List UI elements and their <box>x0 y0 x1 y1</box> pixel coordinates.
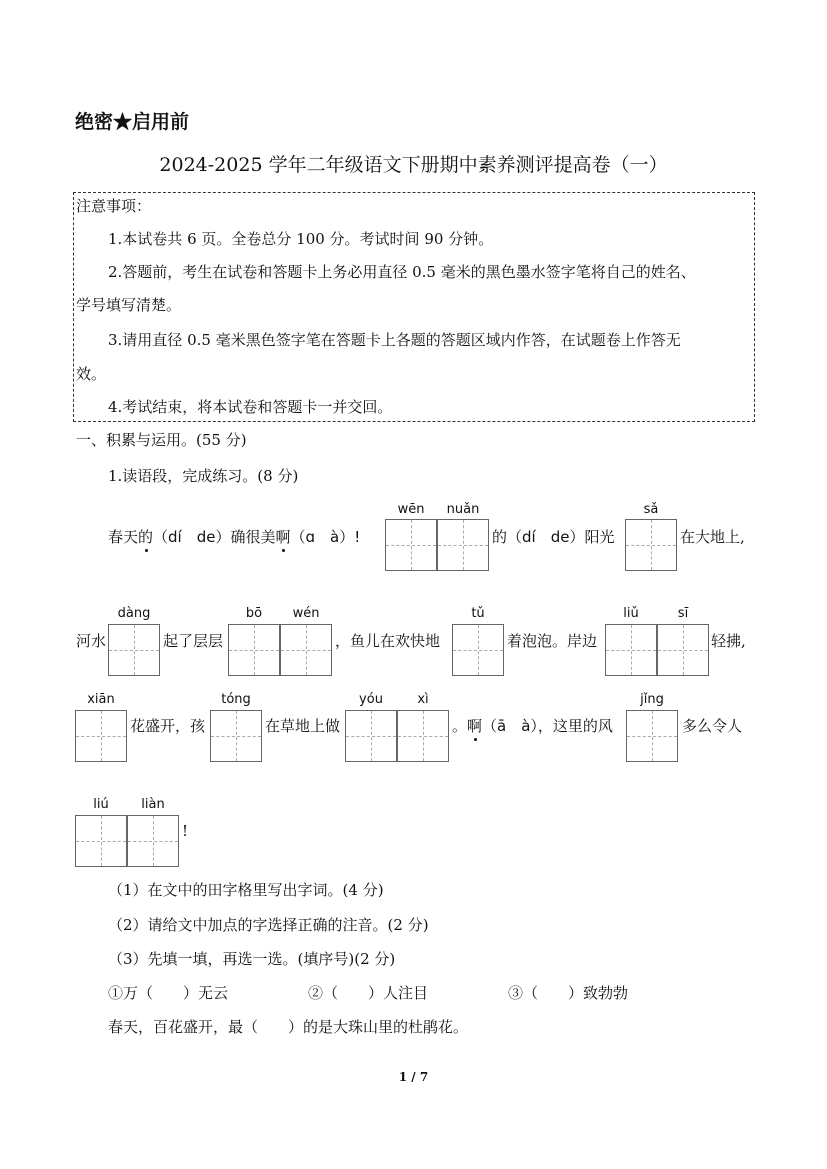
dotted-char: 啊 <box>275 528 291 546</box>
sub-question-3: （3）先填一填，再选一选。(填序号)(2 分) <box>108 950 396 968</box>
page-title: 2024-2025 学年二年级语文下册期中素养测评提高卷（一） <box>159 154 668 176</box>
pinyin-label: bō <box>245 606 263 621</box>
passage-text: 起了层层 <box>163 632 224 650</box>
passage-text: （ɑ à）! <box>290 528 361 546</box>
pinyin-label: tóng <box>221 692 251 707</box>
page-number: 1 / 7 <box>398 1070 429 1084</box>
passage-line-1 <box>108 527 360 547</box>
dotted-char: 的 <box>138 528 154 546</box>
passage-text: 在大地上, <box>680 528 745 546</box>
pinyin-label: sǎ <box>643 502 659 517</box>
writing-grid[interactable] <box>127 815 179 867</box>
passage-text: （dí de）确很美 <box>153 528 276 546</box>
pinyin-label: xiān <box>87 692 115 707</box>
passage-text: 轻拂, <box>711 632 746 650</box>
passage-text: 春天 <box>108 528 139 546</box>
pinyin-label: liǔ <box>623 606 639 621</box>
notice-item-2-cont: 学号填写清楚。 <box>76 296 182 314</box>
pinyin-label: dàng <box>117 606 151 621</box>
pinyin-label: yóu <box>359 692 383 707</box>
notice-item-3: 3.请用直径 0.5 毫米黑色签字笔在答题卡上各题的答题区域内作答，在试题卷上作答无 <box>108 331 681 349</box>
pinyin-label: nuǎn <box>446 502 480 517</box>
passage-text: 河水 <box>76 632 107 650</box>
passage-text: 在草地上做 <box>265 717 341 735</box>
writing-grid[interactable] <box>75 710 127 762</box>
passage-text: 着泡泡。岸边 <box>507 632 598 650</box>
writing-grid[interactable] <box>75 815 127 867</box>
passage-text: 的（dí de）阳光 <box>492 528 615 546</box>
writing-grid[interactable] <box>345 710 397 762</box>
pinyin-label: jǐng <box>640 692 664 707</box>
writing-grid[interactable] <box>625 519 677 571</box>
dotted-char: 啊 <box>467 717 483 735</box>
pinyin-label: sī <box>677 606 689 621</box>
option-3: ③（ ）致勃勃 <box>508 984 629 1002</box>
passage-line-3-tail <box>452 716 613 736</box>
writing-grid[interactable] <box>397 710 449 762</box>
writing-grid[interactable] <box>210 710 262 762</box>
pinyin-label: liú <box>93 797 109 812</box>
writing-grid[interactable] <box>605 624 657 676</box>
writing-grid[interactable] <box>385 519 437 571</box>
passage-text: 多么令人 <box>682 717 743 735</box>
writing-grid[interactable] <box>452 624 504 676</box>
passage-text: （ā à），这里的风 <box>482 717 613 735</box>
pinyin-label: xì <box>417 692 429 707</box>
notice-item-3-cont: 效。 <box>76 365 107 383</box>
pinyin-label: liàn <box>141 797 165 812</box>
writing-grid[interactable] <box>228 624 280 676</box>
question-1-heading: 1.读语段，完成练习。(8 分) <box>108 467 299 485</box>
notice-item-1: 1.本试卷共 6 页。全卷总分 100 分。考试时间 90 分钟。 <box>108 230 494 248</box>
pinyin-label: wēn <box>397 502 425 517</box>
confidential-mark: 绝密★启用前 <box>75 111 190 133</box>
option-1: ①万（ ）无云 <box>108 984 229 1002</box>
writing-grid[interactable] <box>657 624 709 676</box>
writing-grid[interactable] <box>437 519 489 571</box>
passage-text: ，鱼儿在欢快地 <box>335 632 441 650</box>
fill-sentence: 春天，百花盛开，最（ ）的是大珠山里的杜鹃花。 <box>108 1018 469 1036</box>
notice-heading: 注意事项： <box>76 197 152 215</box>
sub-question-2: （2）请给文中加点的字选择正确的注音。(2 分) <box>108 916 429 934</box>
passage-text: 花盛开，孩 <box>130 717 206 735</box>
passage-text: ! <box>182 822 189 840</box>
sub-question-1: （1）在文中的田字格里写出字词。(4 分) <box>108 881 384 899</box>
writing-grid[interactable] <box>626 710 678 762</box>
notice-item-4: 4.考试结束，将本试卷和答题卡一并交回。 <box>108 398 393 416</box>
section-heading: 一、积累与运用。(55 分) <box>76 431 247 449</box>
writing-grid[interactable] <box>108 624 160 676</box>
option-2: ②（ ）人注目 <box>308 984 429 1002</box>
writing-grid[interactable] <box>280 624 332 676</box>
passage-text: 。 <box>452 717 468 735</box>
pinyin-label: wén <box>292 606 320 621</box>
pinyin-label: tǔ <box>471 606 485 621</box>
notice-item-2: 2.答题前，考生在试卷和答题卡上务必用直径 0.5 毫米的黑色墨水签字笔将自己的姓名、 <box>108 263 696 281</box>
